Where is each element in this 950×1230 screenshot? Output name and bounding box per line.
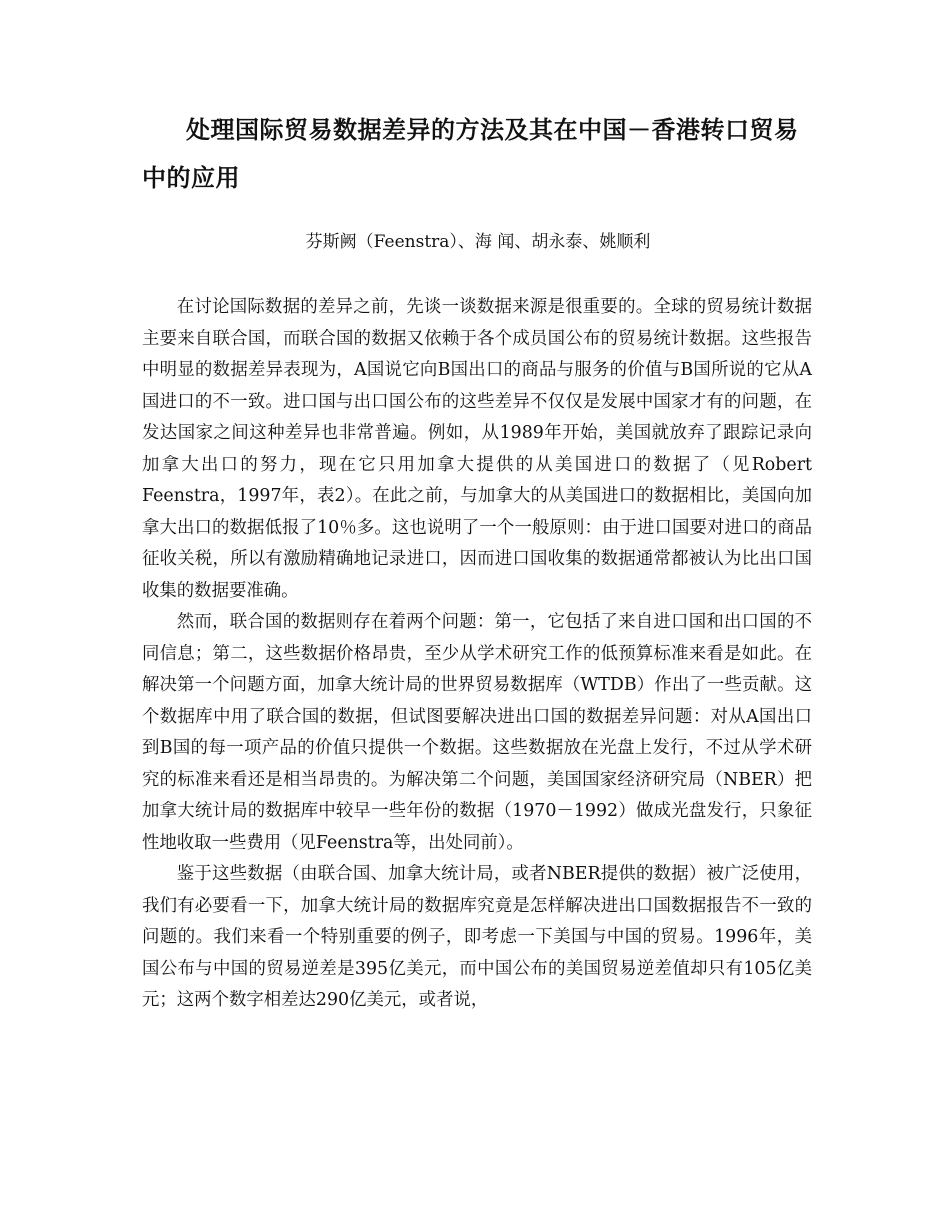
- paragraph: 在讨论国际数据的差异之前，先谈一谈数据来源是很重要的。全球的贸易统计数据主要来自联合国，而联合国的数据又依赖于各个成员国公布的贸易统计数据。这些报告中明显的数据差异表现为，A国说它向B国出口的商品与服务的价值与B国所说的它从A国进口的不一致。进口国与出口国公布的这些差异不仅仅是发展中国家才有的问题，在发达国家之间这种差异也非常普遍。例如，从1989年开始，美国就放弃了跟踪记录向加拿大出口的努力，现在它只用加拿大提供的从美国进口的数据了（见Robert Feenstra，1997年，表2）。在此之前，与加拿大的从美国进口的数据相比，美国向加拿大出口的数据低报了10％多。这也说明了一个一般原则：由于进口国要对进口的商品征收关税，所以有激励精确地记录进口，因而进口国收集的数据通常都被认为比出口国收集的数据要准确。: [142, 297, 812, 601]
- paragraph: 鉴于这些数据（由联合国、加拿大统计局，或者NBER提供的数据）被广泛使用，我们有必要看一下，加拿大统计局的数据库究竟是怎样解决进出口国数据报告不一致的问题的。我们来看一个特别重要的例子，即考虑一下美国与中国的贸易。1996年，美国公布与中国的贸易逆差是395亿美元，而中国公布的美国贸易逆差值却只有105亿美元；这两个数字相差达290亿美元，或者说，: [142, 864, 812, 1010]
- author-line: 芬斯阙（Feenstra）、海 闻、胡永泰、姚顺利: [305, 232, 651, 252]
- document-title: 处理国际贸易数据差异的方法及其在中国－香港转口贸易中的应用: [142, 116, 799, 192]
- body-text: [142, 292, 812, 1017]
- paragraph: 然而，联合国的数据则存在着两个问题：第一，它包括了来自进口国和出口国的不同信息；第二，这些数据价格昂贵，至少从学术研究工作的低预算标准来看是如此。在解决第一个问题方面，加拿大统计局的世界贸易数据库（WTDB）作出了一些贡献。这个数据库中用了联合国的数据，但试图要解决进出口国的数据差异问题：对从A国出口到B国的每一项产品的价值只提供一个数据。这些数据放在光盘上发行，不过从学术研究的标准来看还是相当昂贵的。为解决第二个问题，美国国家经济研究局（NBER）把加拿大统计局的数据库中较早一些年份的数据（1970－1992）做成光盘发行，只象征性地收取一些费用（见Feenstra等，出处同前）。: [142, 612, 812, 853]
